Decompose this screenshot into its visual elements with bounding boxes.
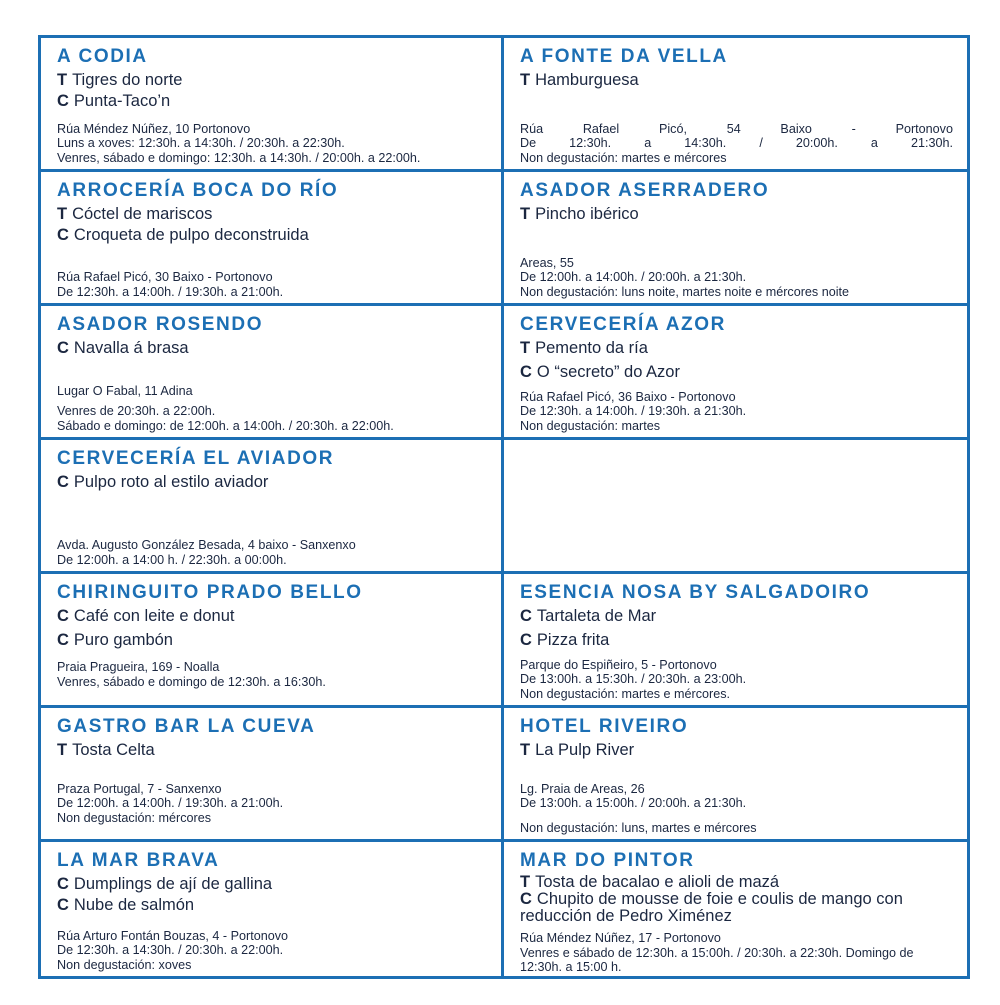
dish-code: C xyxy=(57,875,69,893)
dish-text: Puro gambón xyxy=(73,631,173,649)
restaurant-name: CHIRINGUITO PRADO BELLO xyxy=(57,582,363,603)
closed-days-text: Non degustación: martes xyxy=(520,418,661,433)
dish-code: C xyxy=(57,473,69,491)
dish-text: Cóctel de mariscos xyxy=(72,205,213,223)
dish-item xyxy=(57,338,487,359)
dish-item xyxy=(57,225,487,246)
dish-item xyxy=(520,630,953,651)
dish-code: C xyxy=(57,339,69,357)
spacer xyxy=(57,359,487,384)
address-text: Rúa Rafael Picó, 30 Baixo - Portonovo xyxy=(57,270,273,284)
spacer xyxy=(520,761,953,782)
dish-item xyxy=(520,338,953,359)
dish-item xyxy=(57,630,487,651)
restaurant-card-a-codia xyxy=(41,38,504,172)
restaurant-name: CERVECERÍA AZOR xyxy=(520,314,726,335)
address-text: Areas, 55 xyxy=(520,255,574,270)
hours-text: De 12:00h. a 14:00h. / 19:30h. a 21:00h. xyxy=(57,796,284,810)
address-text: Praza Portugal, 7 - Sanxenxo xyxy=(57,781,222,796)
restaurant-name: CERVECERÍA EL AVIADOR xyxy=(57,448,335,469)
spacer xyxy=(520,91,953,122)
hours-text: De 13:00h. a 15:00h. / 20:00h. a 21:30h. xyxy=(520,796,747,810)
closed-days-text: Non degustación: martes e mércores. xyxy=(520,686,730,701)
address-text: Rúa Méndez Núñez, 17 - Portonovo xyxy=(520,931,721,945)
restaurant-card-hotel-riveiro xyxy=(504,708,967,842)
spacer xyxy=(57,246,487,270)
dish-item xyxy=(520,70,953,91)
dish-item xyxy=(520,362,953,383)
closed-days-text: Non degustación: mércores xyxy=(57,810,212,825)
dish-text: La Pulp River xyxy=(535,741,635,759)
address-text: Rúa Rafael Picó, 54 Baixo - Portonovo xyxy=(520,121,953,136)
hours-text: Luns a xoves: 12:30h. a 14:30h. / 20:30h. a 22:30h. xyxy=(57,136,345,150)
restaurant-name: A CODIA xyxy=(57,46,148,67)
dish-item xyxy=(520,891,953,925)
dish-text: Croqueta de pulpo deconstruida xyxy=(73,226,309,244)
dish-item xyxy=(57,472,487,493)
hours-text: De 12:00h. a 14:00h. / 20:00h. a 21:30h. xyxy=(520,270,747,284)
hours-text: De 12:30h. a 14:30h. / 20:00h. a 21:30h. xyxy=(520,136,953,150)
dish-code: C xyxy=(57,896,69,914)
dish-item xyxy=(57,204,487,225)
spacer xyxy=(57,493,487,538)
dish-text: Pizza frita xyxy=(536,631,610,649)
dish-text: Chupito de mousse de foie e coulis de mango con reducción de Pedro Ximénez xyxy=(520,890,903,925)
restaurant-card-arroceria-boca-do-rio xyxy=(41,172,504,306)
dish-text: Tosta Celta xyxy=(72,741,155,759)
restaurant-card-cerveceria-el-aviador xyxy=(41,440,504,574)
closed-days-text: Non degustación: luns, martes e mércores xyxy=(520,820,757,835)
dish-item xyxy=(520,204,953,225)
dish-text: Hamburguesa xyxy=(535,71,639,89)
restaurant-name: LA MAR BRAVA xyxy=(57,850,220,871)
dish-code: T xyxy=(57,71,68,89)
dish-code: T xyxy=(520,741,531,759)
dish-text: Nube de salmón xyxy=(73,896,195,914)
hours-text: De 12:30h. a 14:30h. / 20:30h. a 22:00h. xyxy=(57,943,284,957)
empty-card xyxy=(504,440,967,574)
address-text: Rúa Rafael Picó, 36 Baixo - Portonovo xyxy=(520,389,736,404)
dish-item xyxy=(520,874,953,891)
hours-text: Sábado e domingo: de 12:00h. a 14:00h. / 20:30h. a 22:00h. xyxy=(57,418,394,433)
dish-text: Pincho ibérico xyxy=(535,205,639,223)
hours-text: Venres, sábado e domingo: 12:30h. a 14:30h. / 20:00h. a 22:00h. xyxy=(57,150,421,165)
dish-text: Pulpo roto al estilo aviador xyxy=(73,473,269,491)
restaurant-name: ESENCIA NOSA BY SALGADOIRO xyxy=(520,582,871,603)
dish-code: C xyxy=(520,607,532,625)
hours-text: Venres, sábado e domingo de 12:30h. a 16:30h. xyxy=(57,674,326,689)
dish-code: C xyxy=(520,363,532,381)
address-text: Avda. Augusto González Besada, 4 baixo - Sanxenxo xyxy=(57,538,356,552)
dish-text: O “secreto” do Azor xyxy=(536,363,680,381)
restaurant-card-esencia-nosa-by-salgadoiro xyxy=(504,574,967,708)
dish-code: T xyxy=(520,71,531,89)
dish-item xyxy=(57,91,487,112)
closed-days-text: Non degustación: martes e mércores xyxy=(520,150,727,165)
dish-text: Punta-Taco’n xyxy=(73,92,171,110)
hours-text: Venres de 20:30h. a 22:00h. xyxy=(57,404,216,418)
dish-text: Pemento da ría xyxy=(535,339,648,357)
restaurant-grid xyxy=(38,35,970,979)
dish-code: T xyxy=(57,741,68,759)
dish-code: C xyxy=(520,631,532,649)
hours-text: De 12:30h. a 14:00h. / 19:30h. a 21:30h. xyxy=(520,404,747,418)
dish-text: Dumplings de ají de gallina xyxy=(73,875,273,893)
dish-code: C xyxy=(57,607,69,625)
restaurant-name: ARROCERÍA BOCA DO RÍO xyxy=(57,180,339,201)
dish-code: T xyxy=(57,205,68,223)
address-text: Rúa Méndez Núñez, 10 Portonovo xyxy=(57,121,251,136)
restaurant-card-asador-aserradero xyxy=(504,172,967,306)
address-text: Praia Pragueira, 169 - Noalla xyxy=(57,660,220,674)
dish-text: Navalla á brasa xyxy=(73,339,189,357)
restaurant-name: ASADOR ASERRADERO xyxy=(520,180,770,201)
spacer xyxy=(57,916,487,929)
dish-item xyxy=(520,740,953,761)
hours-text: Venres e sábado de 12:30h. a 15:00h. / 20:30h. a 22:30h. Domingo de 12:30h. a 15:00 h. xyxy=(520,945,914,974)
dish-item xyxy=(57,895,487,916)
spacer xyxy=(57,112,487,122)
dish-code: C xyxy=(57,92,69,110)
dish-code: C xyxy=(520,890,532,908)
dish-item xyxy=(57,874,487,895)
restaurant-name: HOTEL RIVEIRO xyxy=(520,716,689,737)
restaurant-name: ASADOR ROSENDO xyxy=(57,314,264,335)
dish-text: Tigres do norte xyxy=(72,71,183,89)
address-text: Rúa Arturo Fontán Bouzas, 4 - Portonovo xyxy=(57,928,289,943)
hours-text: De 13:00h. a 15:30h. / 20:30h. a 23:00h. xyxy=(520,672,747,686)
address-text: Lugar O Fabal, 11 Adina xyxy=(57,383,193,398)
dish-item xyxy=(57,740,487,761)
restaurant-card-gastro-bar-la-cueva xyxy=(41,708,504,842)
restaurant-name: A FONTE DA VELLA xyxy=(520,46,728,67)
restaurant-card-a-fonte-da-vella xyxy=(504,38,967,172)
hours-text: De 12:00h. a 14:00 h. / 22:30h. a 00:00h. xyxy=(57,552,287,567)
dish-text: Tartaleta de Mar xyxy=(536,607,657,625)
address-text: Lg. Praia de Areas, 26 xyxy=(520,781,645,796)
closed-days-text: Non degustación: xoves xyxy=(57,957,192,972)
dish-text: Tosta de bacalao e alioli de mazá xyxy=(535,873,780,891)
restaurant-card-mar-do-pintor xyxy=(504,842,967,976)
dish-item xyxy=(57,70,487,91)
dish-code: C xyxy=(57,226,69,244)
restaurant-name: MAR DO PINTOR xyxy=(520,850,695,871)
restaurant-name: GASTRO BAR LA CUEVA xyxy=(57,716,316,737)
dish-code: C xyxy=(57,631,69,649)
restaurant-card-cerveceria-azor xyxy=(504,306,967,440)
spacer xyxy=(520,225,953,256)
dish-item xyxy=(520,606,953,627)
restaurant-card-asador-rosendo xyxy=(41,306,504,440)
dish-code: T xyxy=(520,339,531,357)
dish-item xyxy=(57,606,487,627)
closed-days-text: Non degustación: luns noite, martes noite e mércores noite xyxy=(520,284,850,299)
restaurant-card-la-mar-brava xyxy=(41,842,504,976)
dish-code: T xyxy=(520,873,531,891)
dish-text: Café con leite e donut xyxy=(73,607,235,625)
dish-code: T xyxy=(520,205,531,223)
hours-text: De 12:30h. a 14:00h. / 19:30h. a 21:00h. xyxy=(57,284,284,299)
spacer xyxy=(57,761,487,782)
restaurant-card-chiringuito-prado-bello xyxy=(41,574,504,708)
spacer xyxy=(57,651,487,660)
address-text: Parque do Espiñeiro, 5 - Portonovo xyxy=(520,657,717,672)
